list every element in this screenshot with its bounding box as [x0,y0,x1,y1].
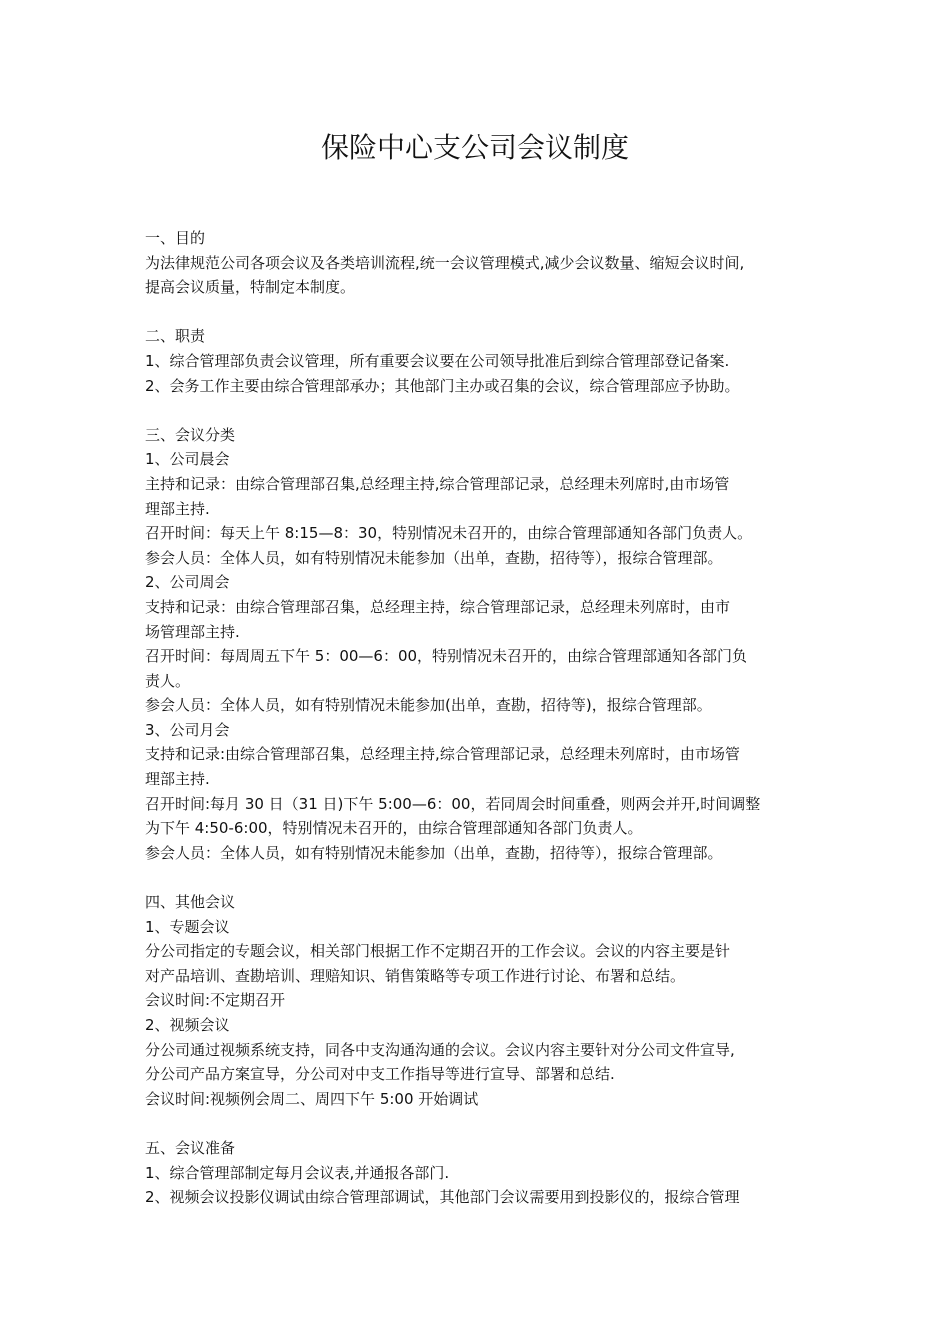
text-line: 1、综合管理部制定每月会议表,并通报各部门. [145,1163,450,1182]
text-line: 分公司通过视频系统支持，同各中支沟通沟通的会议。会议内容主要针对分公司文件宣导, [145,1040,735,1059]
text-line: 二、职责 [145,327,206,346]
text-line: 2、视频会议 [145,1016,230,1034]
text-line: 2、会务工作主要由综合管理部承办；其他部门主办或召集的会议，综合管理部应予协助。 [145,376,740,395]
text-line: 场管理部主持. [145,622,240,641]
text-line: 2、公司周会 [145,573,230,592]
text-line: 提高会议质量，特制定本制度。 [145,278,356,297]
text-line: 三、会议分类 [145,425,236,444]
text-line: 1、公司晨会 [145,450,230,469]
blank-line [145,398,810,423]
blank-line [145,1111,810,1136]
text-line: 会议时间:视频例会周二、周四下午 5:00 开始调试 [145,1089,479,1108]
text-line: 召开时间：每天上午 8:15—8：30，特别情况未召开的，由综合管理部通知各部门负责人。 [145,524,753,543]
text-line: 1、综合管理部负责会议管理，所有重要会议要在公司领导批准后到综合管理部登记备案. [145,351,730,370]
text-line: 对产品培训、查勘培训、理赔知识、销售策略等专项工作进行讨论、布署和总结。 [145,966,686,985]
text-line: 召开时间:每月 30 日（31 日)下午 5:00—6：00，若同周会时间重叠，则两会并开,时间调整 [145,794,761,813]
text-line: 一、目的 [145,229,206,247]
document-body [145,226,810,1210]
text-line: 五、会议准备 [145,1138,236,1157]
text-line: 召开时间：每周周五下午 5：00—6：00，特别情况未召开的，由综合管理部通知各部门负 [145,647,748,666]
text-line: 分公司产品方案宣导，分公司对中支工作指导等进行宣导、部署和总结. [145,1065,615,1084]
text-line: 参会人员：全体人员，如有特别情况未能参加（出单，查勘，招待等），报综合管理部。 [145,548,723,567]
blank-line [145,865,810,890]
text-line: 会议时间:不定期召开 [145,991,286,1010]
text-line: 为法律规范公司各项会议及各类培训流程,统一会议管理模式,减少会议数量、缩短会议时间, [145,253,745,272]
document-title: 保险中心支公司会议制度 [320,131,629,164]
text-line: 理部主持. [145,770,210,789]
text-line: 1、专题会议 [145,917,230,936]
text-line: 四、其他会议 [145,893,236,912]
text-line: 为下午 4:50-6:00，特别情况未召开的，由综合管理部通知各部门负责人。 [145,819,643,838]
text-line: 分公司指定的专题会议，相关部门根据工作不定期召开的工作会议。会议的内容主要是针 [145,942,731,961]
text-line: 责人。 [145,671,191,690]
text-line: 支持和记录:由综合管理部召集，总经理主持,综合管理部记录，总经理未列席时，由市场管 [145,745,740,764]
text-line: 主持和记录：由综合管理部召集,总经理主持,综合管理部记录，总经理未列席时,由市场管 [145,474,730,493]
text-line: 参会人员：全体人员，如有特别情况未能参加(出单，查勘，招待等)，报综合管理部。 [145,696,712,715]
text-line: 3、公司月会 [145,720,230,739]
text-line: 参会人员：全体人员，如有特别情况未能参加（出单，查勘，招待等），报综合管理部。 [145,843,723,862]
text-line: 理部主持. [145,499,210,518]
text-line: 支持和记录：由综合管理部召集，总经理主持，综合管理部记录，总经理未列席时，由市 [145,597,731,616]
text-line: 2、视频会议投影仪调试由综合管理部调试，其他部门会议需要用到投影仪的，报综合管理 [145,1188,740,1207]
blank-line [145,300,810,325]
